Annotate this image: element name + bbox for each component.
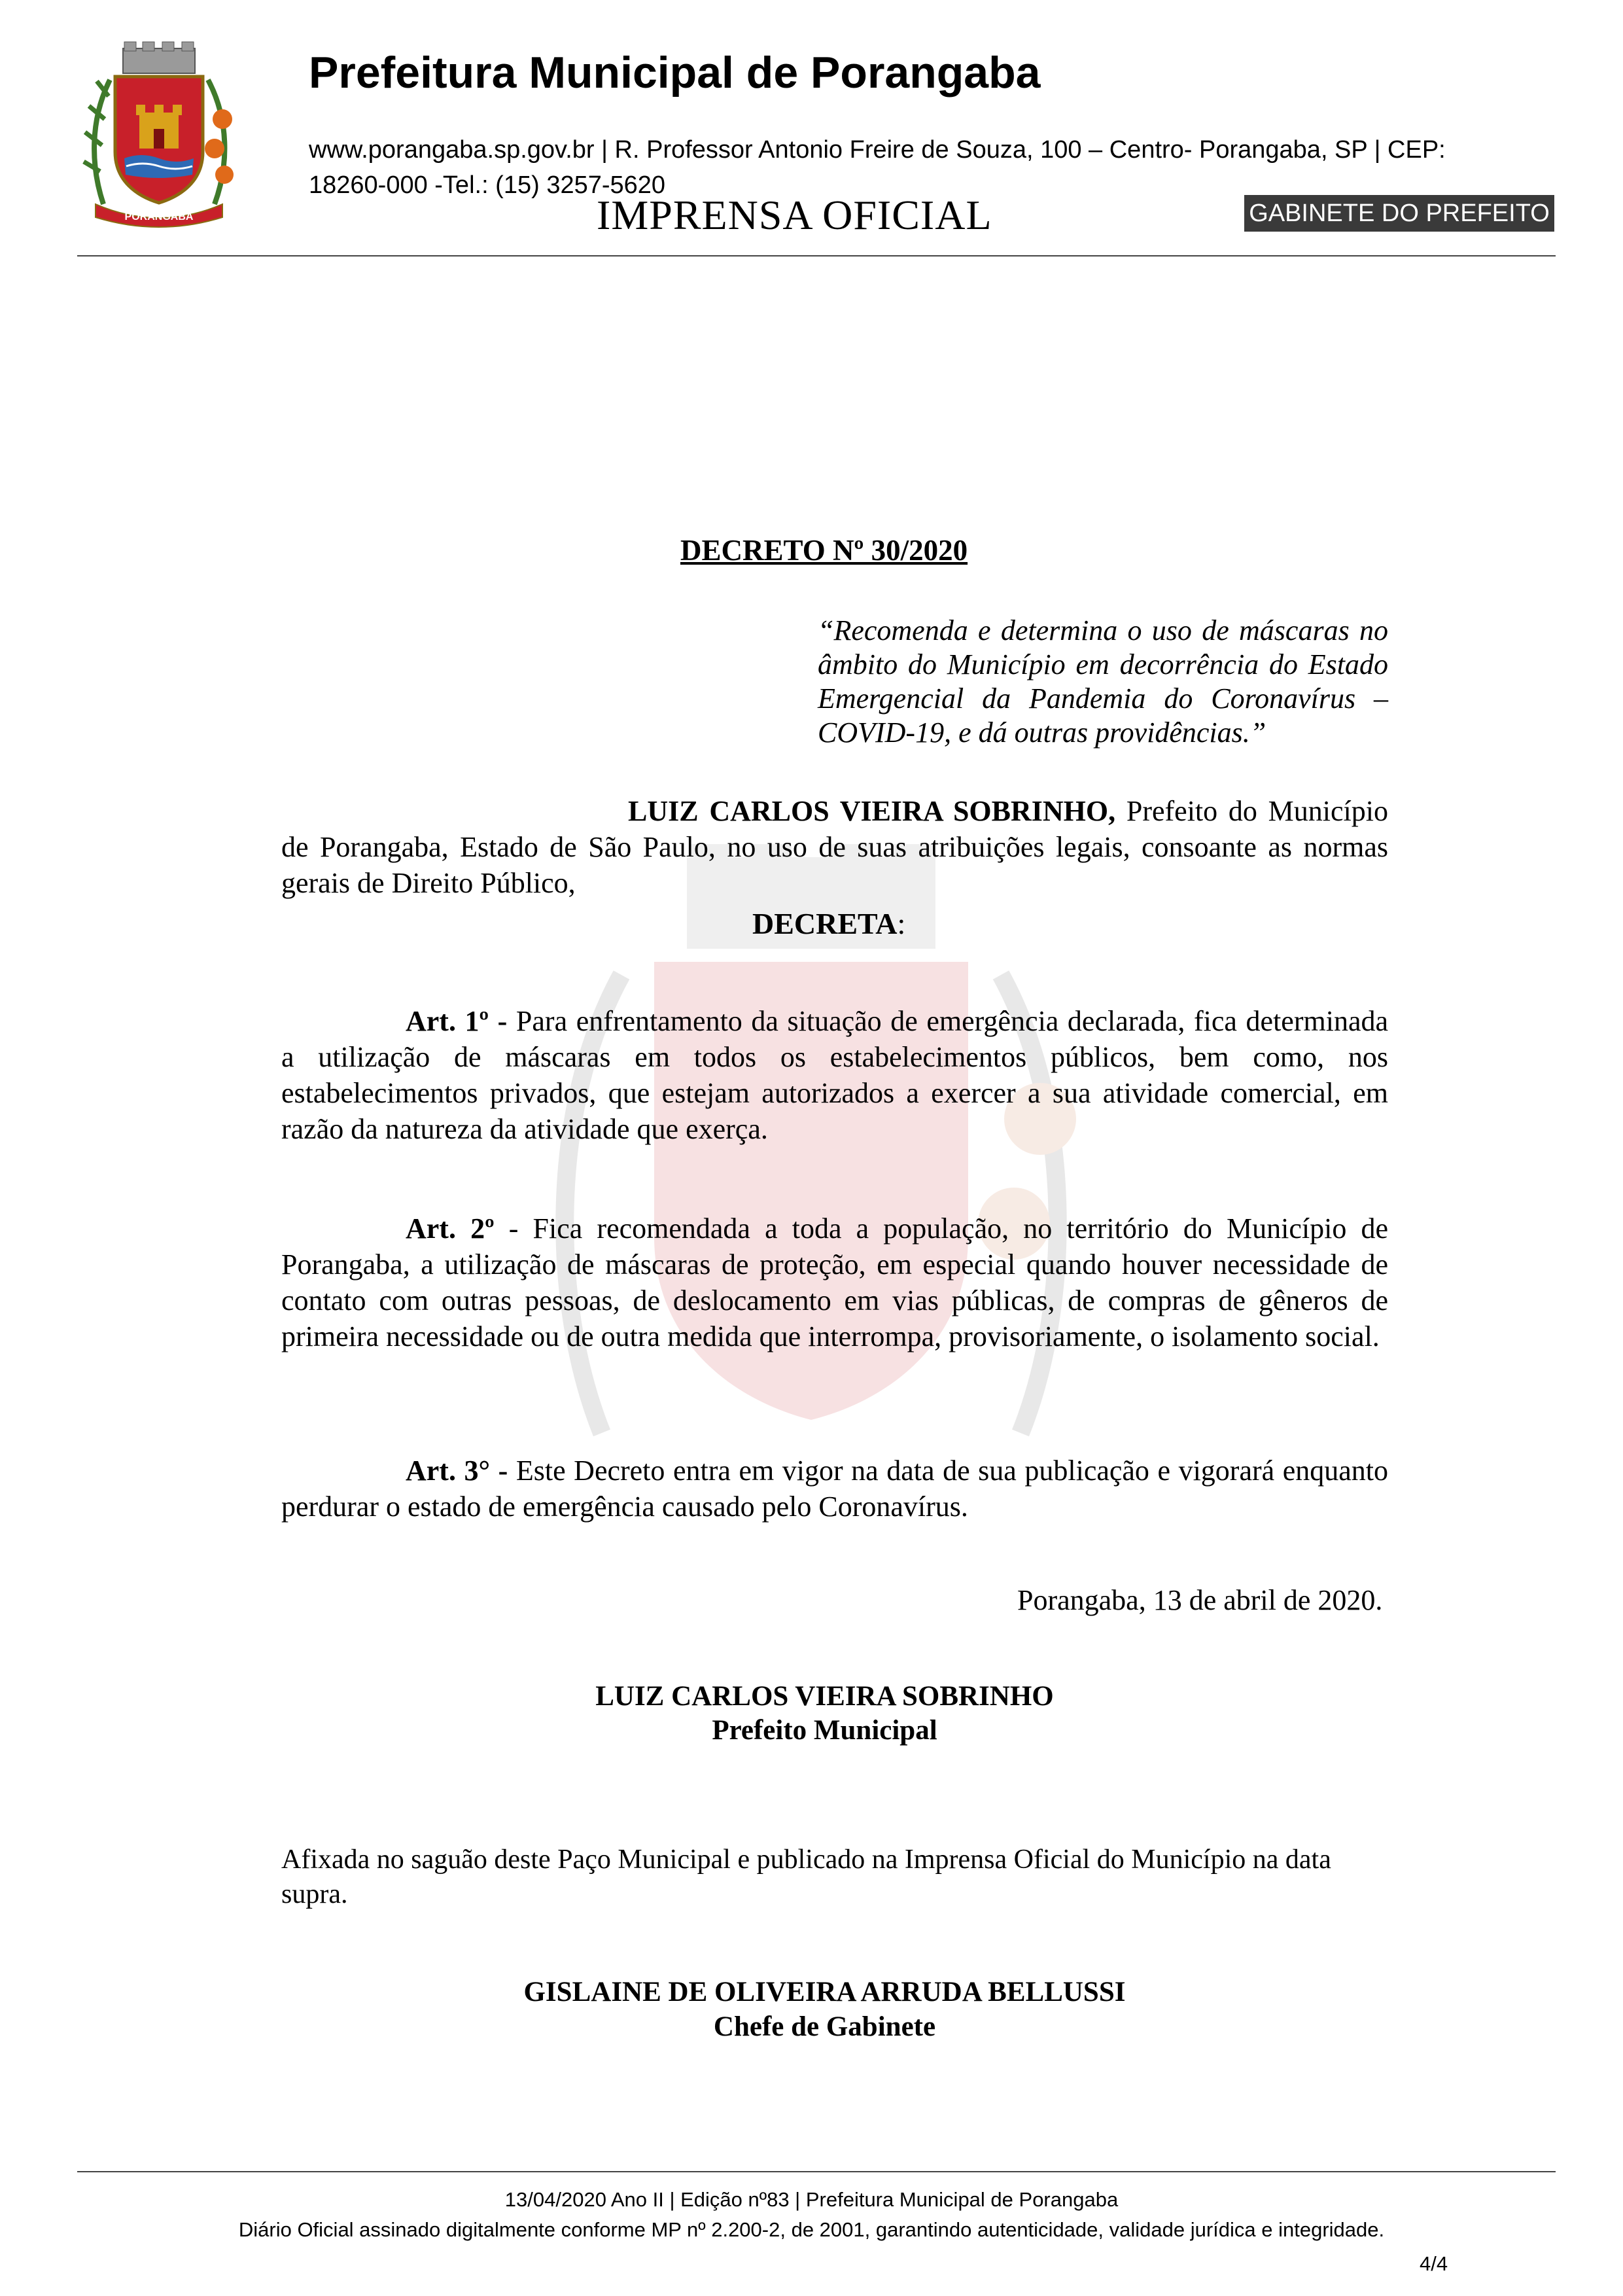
- preamble-mayor-name: LUIZ CARLOS VIEIRA SOBRINHO,: [628, 795, 1116, 827]
- article-2-text: - Fica recomendada a toda a população, no território do Município de Porangaba, a utilização de máscaras de proteção, em especial quando houver necessidade de contato com outras pessoas, de deslocamento em vias públicas, de compras de gêneros de primeira necessidade ou de outra medida que interrompa, provisoriamente, o isolamento social.: [281, 1212, 1389, 1352]
- publication-note: Afixada no saguão deste Paço Municipal e publicado na Imprensa Oficial do Município na data supra.: [281, 1845, 1331, 1909]
- header-address: www.porangaba.sp.gov.br | R. Professor Antonio Freire de Souza, 100 – Centro- Porangaba, SP | CEP: 18260-000 -Tel.: (15) 3257-5620: [309, 136, 1446, 199]
- article-3: [281, 1453, 1388, 1525]
- page-number: 4/4: [1420, 2252, 1448, 2275]
- article-1-label: Art. 1º -: [406, 1005, 508, 1037]
- chief-of-staff-role: Chefe de Gabinete: [713, 2011, 936, 2042]
- header-title: Prefeitura Municipal de Porangaba: [309, 48, 1041, 97]
- article-1: [281, 1003, 1388, 1147]
- decree-title: DECRETO Nº 30/2020: [680, 534, 968, 567]
- decree-date: Porangaba, 13 de abril de 2020.: [1017, 1584, 1383, 1616]
- footer-edition: 13/04/2020 Ano II | Edição nº83 | Prefeitura Municipal de Porangaba: [504, 2188, 1119, 2211]
- decreta-colon: :: [897, 907, 906, 940]
- mayor-signature-role: Prefeito Municipal: [712, 1715, 937, 1746]
- imprensa-oficial-label: IMPRENSA OFICIAL: [597, 192, 992, 238]
- header-divider: [77, 255, 1556, 256]
- decreta-heading: [752, 906, 905, 941]
- footer-divider: [77, 2171, 1556, 2172]
- chief-of-staff-name: GISLAINE DE OLIVEIRA ARRUDA BELLUSSI: [523, 1977, 1126, 2007]
- footer-signature-note: Diário Oficial assinado digitalmente conforme MP nº 2.200-2, de 2001, garantindo autenticidade, validade jurídica e integridade.: [238, 2218, 1385, 2241]
- article-2: [281, 1210, 1388, 1354]
- article-1-text: Para enfrentamento da situação de emergência declarada, fica determinada a utilização de máscaras em todos os estabelecimentos públicos, bem como, nos estabelecimentos privados, que estejam autorizados a exercer a sua atividade comercial, em razão da natureza da atividade que exerça.: [281, 1005, 1388, 1145]
- crest-banner-text: PORANGABA: [124, 211, 194, 222]
- decree-preamble: [281, 793, 1388, 901]
- gabinete-badge: GABINETE DO PREFEITO: [1244, 195, 1554, 232]
- article-3-text: Este Decreto entra em vigor na data de sua publicação e vigorará enquanto perdurar o estado de emergência causado pelo Coronavírus.: [281, 1455, 1388, 1523]
- decreta-word: DECRETA: [752, 907, 898, 940]
- mayor-signature-name: LUIZ CARLOS VIEIRA SOBRINHO: [595, 1681, 1054, 1712]
- decree-ementa: “Recomenda e determina o uso de máscaras no âmbito do Município em decorrência do Estado Emergencial da Pandemia do Coronavírus – COVID-19, e dá outras providências.”: [818, 614, 1388, 749]
- article-2-label: Art. 2º: [406, 1212, 495, 1245]
- municipal-coat-of-arms: [77, 41, 241, 230]
- preamble-text: Prefeito do Município de Porangaba, Estado de São Paulo, no uso de suas atribuições legais, consoante as normas gerais de Direito Público,: [281, 795, 1389, 899]
- article-3-label: Art. 3° -: [406, 1455, 508, 1487]
